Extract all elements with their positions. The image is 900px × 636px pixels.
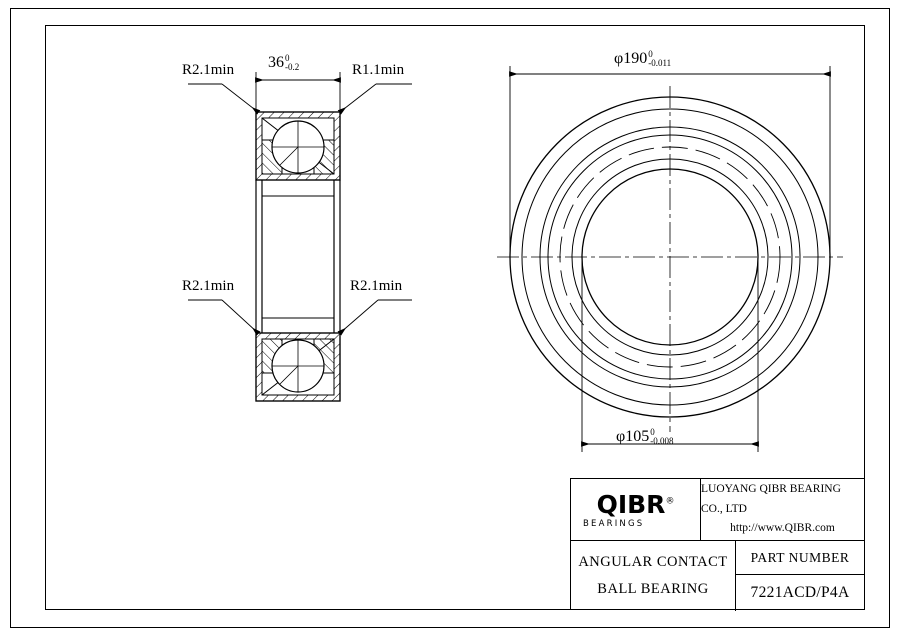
width-dimension bbox=[256, 72, 340, 112]
title-block-body bbox=[571, 541, 864, 611]
brand-logo bbox=[571, 479, 701, 540]
company-name: LUOYANG QIBR BEARING CO., LTD bbox=[701, 483, 841, 515]
chamfer-label-bottom-left: R2.1min bbox=[182, 278, 235, 294]
width-dimension-label: 36 0 -0.2 bbox=[268, 53, 300, 73]
title-block-header bbox=[571, 479, 864, 541]
logo-subtitle: BEARINGS bbox=[583, 519, 645, 529]
company-info bbox=[701, 479, 864, 540]
registered-trademark-icon: ® bbox=[665, 496, 675, 507]
title-block bbox=[570, 478, 865, 610]
company-url[interactable]: http://www.QIBR.com bbox=[730, 522, 835, 535]
product-description-line1: ANGULAR CONTACT bbox=[578, 554, 728, 571]
logo-text: QIBR® bbox=[596, 490, 675, 519]
section-view bbox=[256, 112, 340, 401]
product-description-line2: BALL BEARING bbox=[597, 581, 709, 597]
front-view bbox=[497, 86, 843, 432]
product-description bbox=[571, 541, 736, 611]
part-number-block bbox=[736, 541, 864, 611]
chamfer-label-top-left: R2.1min bbox=[182, 62, 235, 78]
inner-diameter-label: φ105 0 -0.008 bbox=[616, 427, 674, 447]
chamfer-label-bottom-right: R2.1min bbox=[350, 278, 403, 294]
part-number-value: 7221ACD/P4A bbox=[750, 584, 850, 601]
chamfer-label-top-right: R1.1min bbox=[352, 62, 405, 78]
part-number-label: PART NUMBER bbox=[736, 541, 864, 575]
outer-diameter-label: φ190 0 -0.011 bbox=[614, 49, 672, 69]
